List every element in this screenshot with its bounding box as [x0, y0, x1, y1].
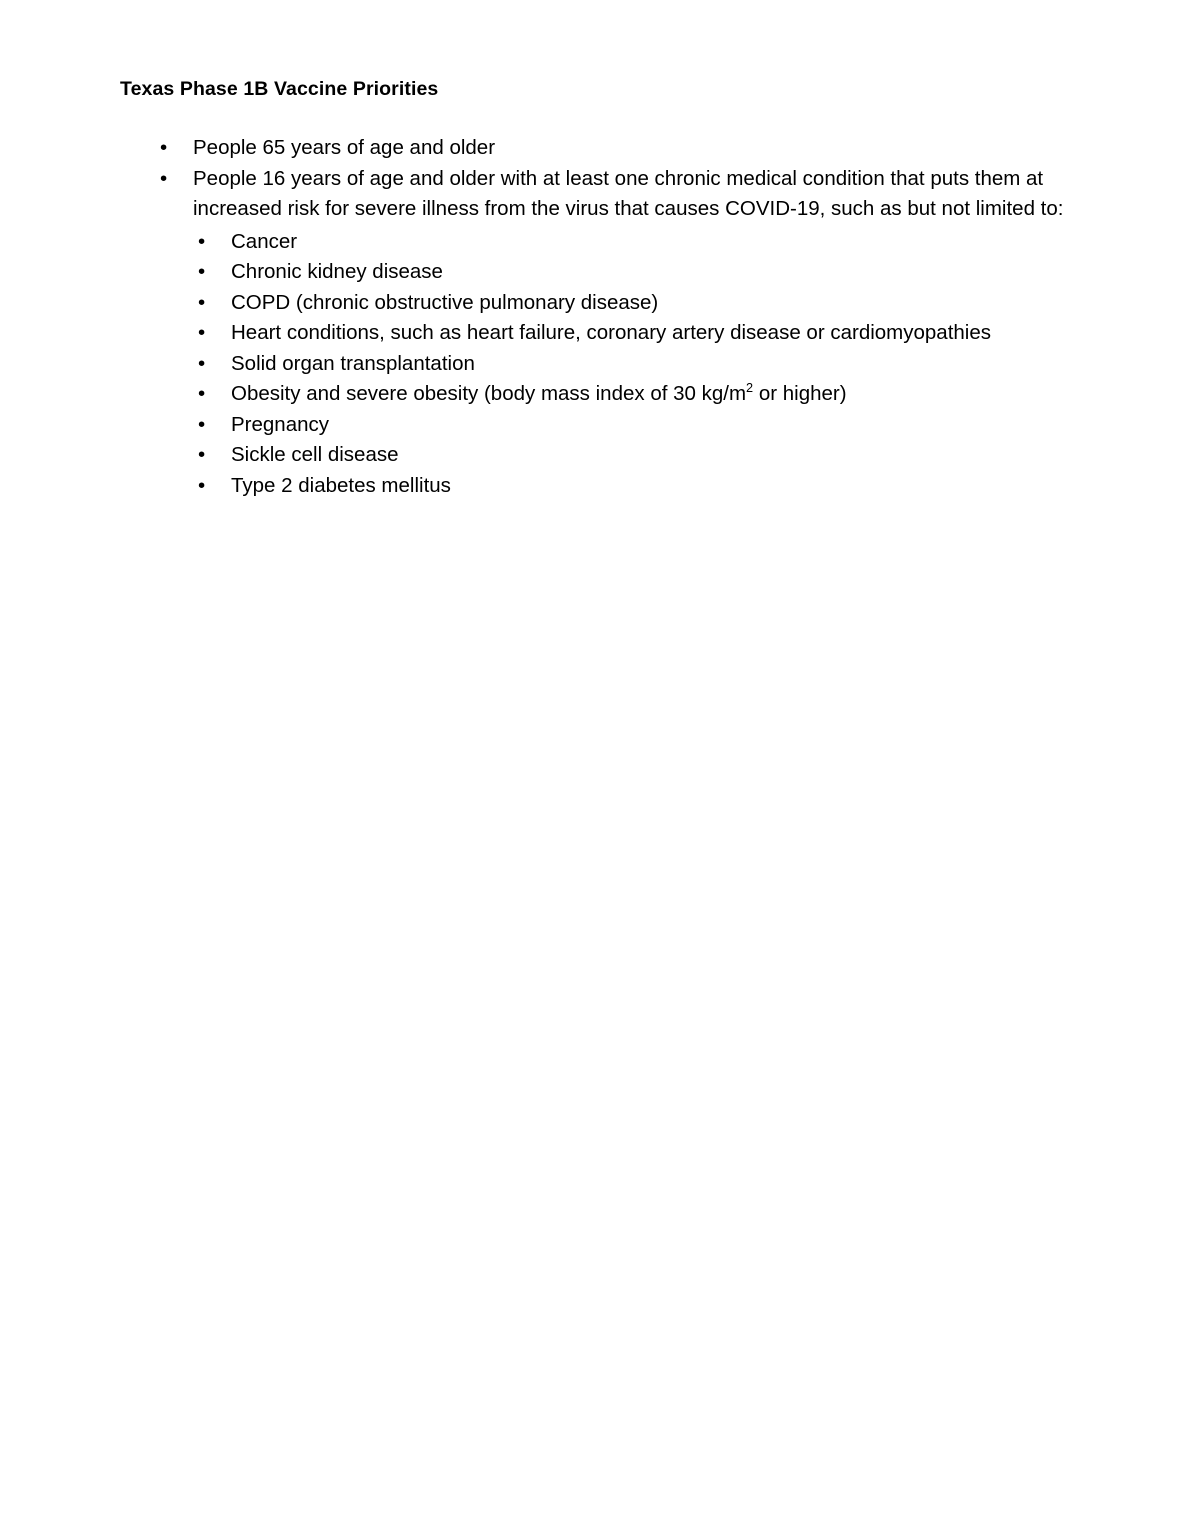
bullet-icon: •	[160, 166, 168, 190]
bullet-icon: •	[198, 473, 206, 497]
list-item	[193, 288, 1070, 319]
list-item	[120, 133, 1070, 164]
list-item-text: People 16 years of age and older with at least one chronic medical condition that puts them at increased risk for severe illness from the virus that causes COVID-19, such as but not limited to:	[193, 166, 1064, 221]
bullet-icon: •	[198, 412, 206, 436]
list-item	[193, 318, 1070, 349]
priorities-list-container	[120, 133, 1070, 501]
priorities-list	[120, 133, 1070, 501]
list-item-text: Pregnancy	[231, 412, 330, 436]
superscript-exponent: 2	[746, 380, 754, 396]
list-item-text: COPD (chronic obstructive pulmonary disease)	[231, 290, 659, 314]
bullet-icon: •	[198, 229, 206, 253]
list-item-text: Sickle cell disease	[231, 443, 399, 467]
list-item-text: Type 2 diabetes mellitus	[231, 473, 451, 497]
list-item-text-before-superscript: Obesity and severe obesity (body mass index of 30 kg/m	[231, 382, 747, 406]
list-item	[193, 410, 1070, 441]
list-item-text-after-superscript: or higher)	[753, 382, 847, 406]
list-item-text: Solid organ transplantation	[231, 351, 475, 375]
list-item-text: Heart conditions, such as heart failure, coronary artery disease or cardiomyopathies	[231, 321, 992, 345]
list-item	[193, 471, 1070, 502]
list-item	[193, 227, 1070, 258]
list-item	[193, 440, 1070, 471]
chronic-conditions-sublist	[193, 227, 1070, 502]
bullet-icon: •	[198, 290, 206, 314]
bullet-icon: •	[160, 136, 168, 159]
bullet-icon: •	[198, 260, 206, 284]
list-item-text: Chronic kidney disease	[231, 260, 443, 284]
bullet-icon: •	[198, 382, 206, 406]
list-item-text: Cancer	[231, 229, 298, 253]
list-item	[193, 379, 1070, 410]
bullet-icon: •	[198, 321, 206, 345]
list-item	[193, 257, 1070, 288]
page-title: Texas Phase 1B Vaccine Priorities	[120, 78, 439, 100]
list-item	[120, 164, 1070, 502]
list-item	[193, 349, 1070, 380]
list-item-text: People 65 years of age and older	[193, 136, 496, 159]
bullet-icon: •	[198, 443, 206, 467]
bullet-icon: •	[198, 351, 206, 375]
